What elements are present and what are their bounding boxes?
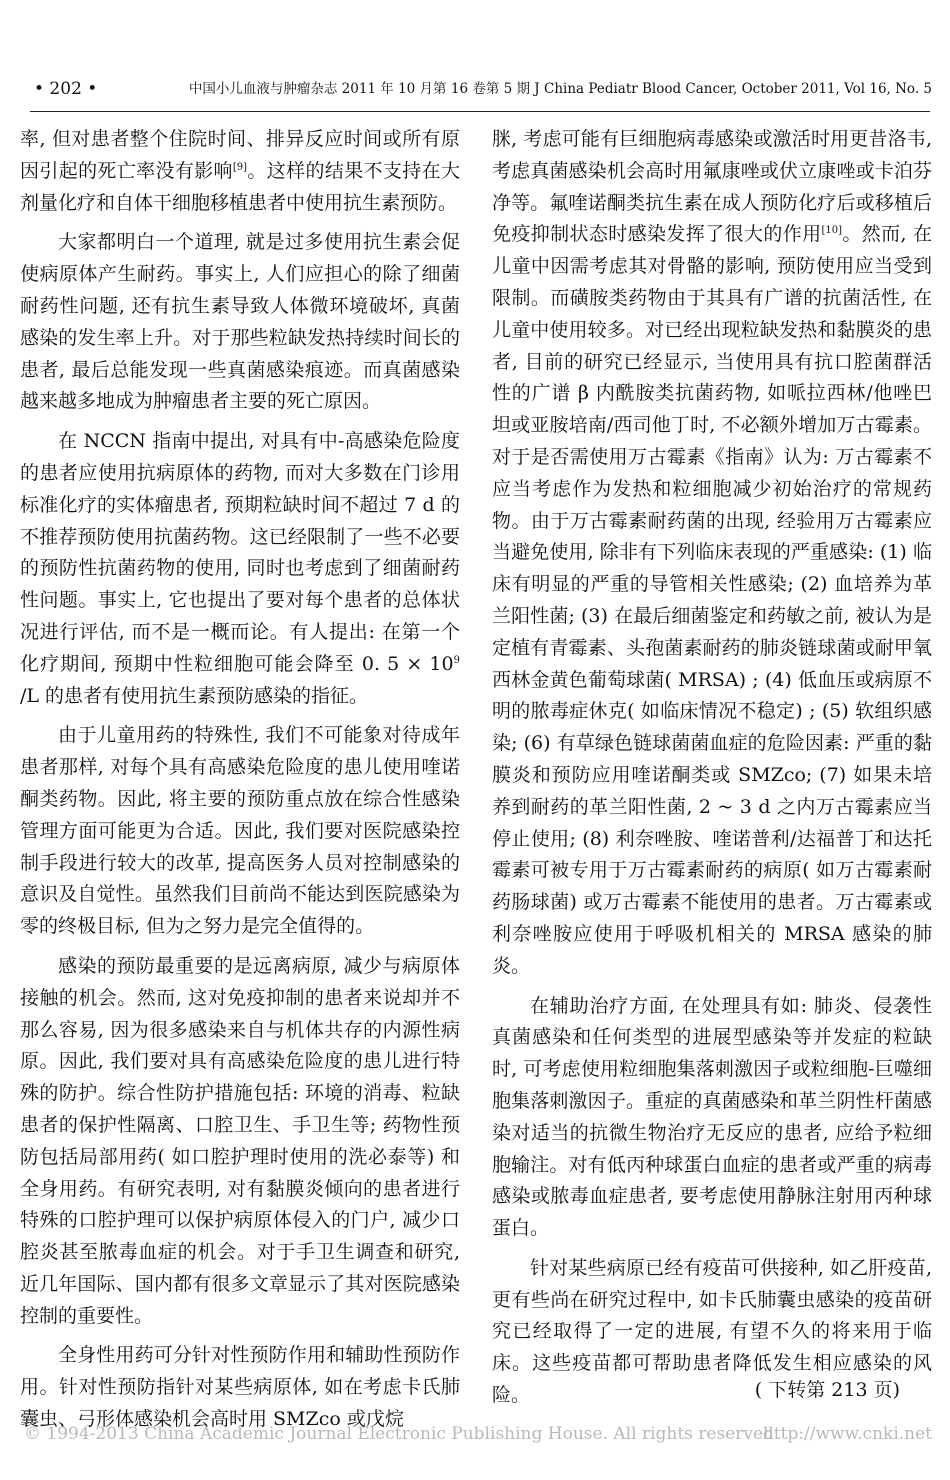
paragraph (492, 124, 932, 983)
paragraph: 在辅助治疗方面, 在处理具有如: 肺炎、侵袭性真菌感染和任何类型的进展型感染等并发症的粒缺时, 可考虑使用粒细胞集落刺激因子或粒细胞-巨噬细胞集落刺激因子。重症的真菌感染和革兰阴性杆菌感染对适当的抗微生物治疗无反应的患者, 应给予粒细胞输注。对有低丙种球蛋白血症的患者或严重的病毒感染或脓毒血症患者, 要考虑使用静脉注射用丙种球蛋白。 (492, 994, 932, 1240)
paragraph-text: 脒, 考虑可能有巨细胞病毒感染或激活时用更昔洛韦, 考虑真菌感染机会高时用氟康唑或伏立康唑或卡泊芬净等。氟喹诺酮类抗生素在成人预防化疗后或移植后免疫抑制状态时感染发挥了很大的作用 (492, 128, 932, 246)
page-header (28, 76, 932, 102)
copyright-text: © 1994-2013 China Academic Journal Electronic Publishing House. All rights reserved. (24, 1424, 780, 1444)
paragraph-text: 率, 但对患者整个住院时间、排异反应时间或所有原因引起的死亡率没有影响 (20, 128, 460, 182)
right-column (492, 124, 932, 1420)
paragraph: 感染的预防最重要的是远离病原, 减少与病原体接触的机会。然而, 这对免疫抑制的患者来说却并不那么容易, 因为很多感染来自与机体共存的内源性病原。因此, 我们要对具有高感染危险度的患儿进行特殊的防护。综合性防护措施包括: 环境的消毒、粒缺患者的保护性隔离、口腔卫生、手卫生等; 药物性预防包括局部用药( 如口腔护理时使用的洗必泰等) 和全身用药。有研究表明, 对有黏膜炎倾向的患者进行特殊的口腔护理可以保护病原体侵入的门户, 减少口腔炎甚至脓毒血症的机会。对于手卫生调查和研究, 近几年国际、国内都有很多文章显示了其对医院感染控制的重要性。 (20, 954, 460, 1327)
footer-url[interactable]: http://www.cnki.net (762, 1424, 932, 1444)
paragraph: 大家都明白一个道理, 就是过多使用抗生素会促使病原体产生耐药。事实上, 人们应担心的除了细菌耐药性问题, 还有抗生素导致人体微环境破坏, 真菌感染的发生率上升。对于那些粒缺发热持续时间长的患者, 最后总能发现一些真菌感染痕迹。而真菌感染越来越多地成为肿瘤患者主要的死亡原因。 (20, 231, 460, 413)
left-column (20, 124, 460, 1444)
paragraph: 针对某些病原已经有疫苗可供接种, 如乙肝疫苗, 更有些尚在研究过程中, 如卡氏肺囊虫感染的疫苗研究已经取得了一定的进展, 有望不久的将来用于临床。这些疫苗都可帮助患者降低发生相应感染的风险。 (492, 1256, 932, 1407)
page-footer (24, 1424, 932, 1444)
paragraph: 由于儿童用药的特殊性, 我们不可能象对待成年患者那样, 对每个具有高感染危险度的患儿使用喹诺酮类药物。因此, 将主要的预防重点放在综合性感染管理方面可能更为合适。因此, 我们要对医院感染控制手段进行较大的改革, 提高医务人员对控制感染的意识及自觉性。虽然我们目前尚不能达到医院感染为零的终极目标, 但为之努力是完全值得的。 (20, 724, 460, 938)
citation-ref[interactable]: [10] (821, 225, 842, 237)
page-number: • 202 • (34, 79, 98, 99)
paragraph-text: 。然而, 在儿童中因需考虑其对骨骼的影响, 预防使用应当受到限制。而磺胺类药物由于其具有广谱的抗菌活性, 在儿童中使用较多。对已经出现粒缺发热和黏膜炎的患者, 目前的研究已经显示, 当使用具有抗口腔菌群活性的广谱 β 内酰胺类抗菌药物, 如哌拉西林/他唑巴坦或亚胺培南/西司他丁时, 不必额外增加万古霉素。对于是否需使用万古霉素《指南》认为: 万古霉素不应当考虑作为发热和粒细胞减少初始治疗的常规药物。由于万古霉素耐药菌的出现, 经验用万古霉素应当避免使用, 除非有下列临床表现的严重感染: (1) 临床有明显的严重的导管相关性感染; (2) 血培养为革兰阳性菌; (3) 在最后细菌鉴定和药敏之前, 被认为是定植有青霉素、头孢菌素耐药的肺炎链球菌或耐甲氧西林金黄色葡萄球菌( MRSA) ; (4) 低血压或病原不明的脓毒症休克( 如临床情况不稳定) ; (5) 软组织感染; (6) 有草绿色链球菌菌血症的危险因素: 严重的黏膜炎和预防应用喹诺酮类或 SMZco; (7) 如果未培养到耐药的革兰阳性菌, 2 ~ 3 d 之内万古霉素应当停止使用; (8) 利奈唑胺、喹诺普利/达福普丁和达托霉素可被专用于万古霉素耐药的病原( 如万古霉素耐药肠球菌) 或万古霉素不能使用的患者。万古霉素或利奈唑胺应使用于呼吸机相关的 MRSA 感染的肺炎。 (492, 223, 932, 977)
paragraph (20, 124, 460, 219)
continued-note: ( 下转第 213 页) (754, 1379, 900, 1401)
superscript: 9 (453, 654, 460, 666)
paragraph: 全身性用药可分针对性预防作用和辅助性预防作用。针对性预防指针对某些病原体, 如在考虑卡氏肺囊虫、弓形体感染机会高时用 SMZco 或戊烷 (20, 1344, 460, 1431)
paragraph-text: 在 NCCN 指南中提出, 对具有中-高感染危险度的患者应使用抗病原体的药物, 而对大多数在门诊用标准化疗的实体瘤患者, 预期粒缺时间不超过 7 d 的不推荐预防使用抗菌药物。这已经限制了一些不必要的预防性抗菌药物的使用, 同时也考虑到了细菌耐药性问题。事实上, 它也提出了要对每个患者的总体状况进行评估, 而不是一概而论。有人提出: 在第一个化疗期间, 预期中性粒细胞可能会降至 0. 5 × 10 (20, 430, 460, 675)
paragraph-text: /L 的患者有使用抗生素预防感染的指征。 (20, 684, 369, 707)
paragraph (20, 426, 460, 712)
header-rule (30, 111, 930, 112)
journal-citation: 中国小儿血液与肿瘤杂志 2011 年 10 月第 16 卷第 5 期 J China Pediatr Blood Cancer, October 2011, Vol 16, No. 5 (188, 81, 932, 97)
citation-ref[interactable]: [9] (232, 161, 248, 173)
paragraph-text: 。这样的结果不支持在大剂量化疗和自体干细胞移植患者中使用抗生素预防。 (20, 159, 460, 214)
